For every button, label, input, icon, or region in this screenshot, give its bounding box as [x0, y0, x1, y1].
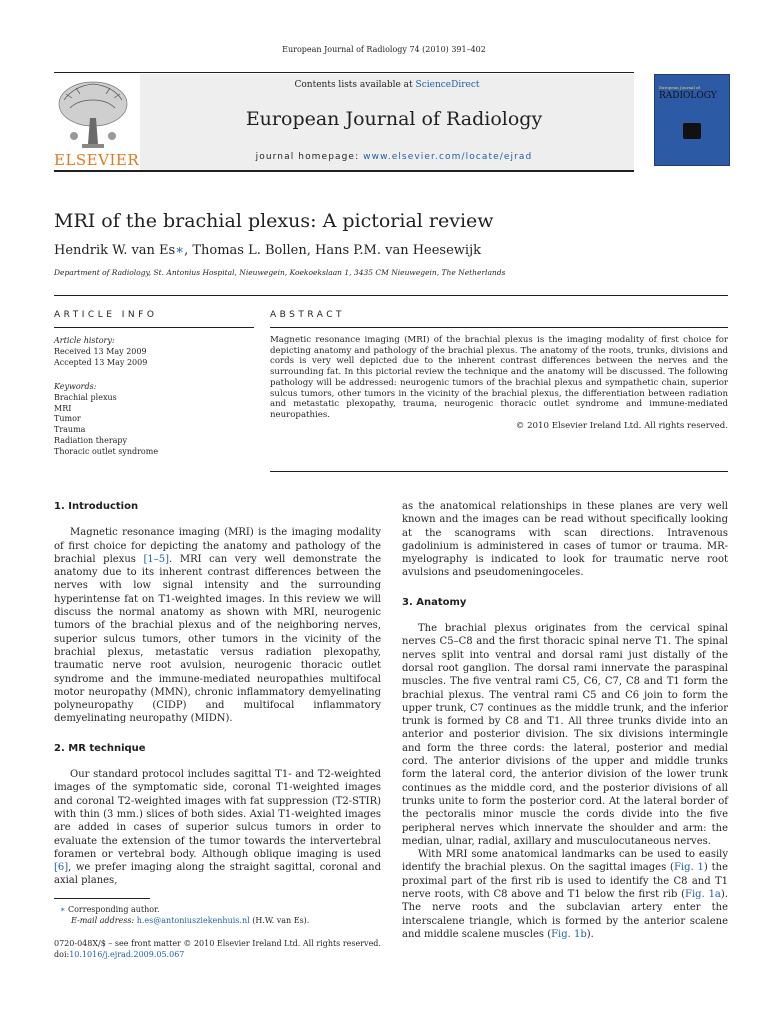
journal-cover-image	[654, 74, 730, 166]
email-link[interactable]: h.es@antoniusziekenhuis.nl	[136, 916, 250, 925]
sciencedirect-link[interactable]: ScienceDirect	[415, 80, 480, 90]
abstract-heading: ABSTRACT	[270, 310, 346, 320]
figure-link[interactable]: Fig. 1b	[551, 928, 587, 940]
abstract-bottom-rule	[270, 471, 728, 472]
body-left-column	[54, 500, 381, 888]
contents-prefix: Contents lists available at	[294, 80, 416, 90]
keyword: MRI	[54, 403, 72, 413]
landmarks-paragraph	[402, 848, 728, 941]
received-date: Received 13 May 2009	[54, 346, 147, 356]
header-bottom-rule	[54, 170, 634, 172]
abstract-rule	[270, 327, 728, 328]
keyword: Brachial plexus	[54, 392, 117, 402]
cover-title: RADIOLOGY	[659, 91, 717, 101]
corresponding-mark[interactable]: ∗	[175, 243, 185, 258]
keywords-label: Keywords:	[54, 382, 97, 391]
body-right-column	[402, 500, 728, 941]
elsevier-logo-text: ELSEVIER	[54, 151, 140, 169]
reference-link[interactable]: [1–5]	[143, 553, 170, 565]
technique-paragraph	[54, 768, 381, 888]
corresponding-label: Corresponding author.	[65, 905, 160, 914]
reference-link[interactable]: [6]	[54, 862, 69, 874]
keyword: Tumor	[54, 414, 81, 424]
landmarks-text: With MRI some anatomical landmarks can be used to easily identify the brachial plexus. On the sagittal images (	[402, 849, 728, 874]
issn-line: 0720-048X/$ – see front matter © 2010 Elsevier Ireland Ltd. All rights reserved.	[54, 939, 381, 948]
abstract-copyright: © 2010 Elsevier Ireland Ltd. All rights reserved.	[515, 420, 728, 431]
intro-text-cont: . MRI can very well demonstrate the anatomy due to its inherent contrast differences between the nerves with low signal intensity and the surrounding hyperintense fat on T1-weighted images. In this review we will discuss the normal anatomy as shown with MRI, neurogenic tumors of the brachial plexus and of the neighboring nerves, superior sulcus tumors, other tumors in the vicinity of the brachial plexus, metastatic versus radiation plexopathy, traumatic nerve root avulsion, neurogenic thoracic outlet syndrome and the immune-mediated neuropathies multifocal motor neuropathy (MMN), chronic inflammatory demyelinating polyneuropathy (CIDP) and multifocal inflammatory demyelinating neuropathy (MIDN).	[54, 553, 381, 725]
homepage-link[interactable]: www.elsevier.com/locate/ejrad	[363, 152, 533, 162]
intro-paragraph	[54, 526, 381, 725]
homepage-label: journal homepage:	[255, 152, 364, 162]
other-authors: , Thomas L. Bollen, Hans P.M. van Heesewijk	[184, 243, 481, 258]
corresponding-footnote	[60, 904, 380, 926]
footnote-rule	[54, 898, 150, 899]
keyword: Thoracic outlet syndrome	[54, 446, 159, 456]
email-suffix: (H.W. van Es).	[249, 916, 310, 925]
figure-link[interactable]: Fig. 1a	[685, 889, 721, 901]
affiliation: Department of Radiology, St. Antonius Hospital, Nieuwegein, Koekoekslaan 1, 3435 CM Nieuwegein, The Netherlands	[54, 268, 506, 277]
elsevier-tree-logo	[52, 78, 134, 150]
journal-homepage	[140, 152, 648, 162]
article-history	[54, 336, 254, 368]
journal-title: European Journal of Radiology	[245, 108, 543, 130]
publication-footer	[54, 938, 414, 960]
technique-text-cont: , we prefer imaging along the straight sagittal, coronal and axial planes,	[54, 862, 381, 887]
article-authors	[54, 243, 481, 258]
landmarks-text-cont: ) the proximal part of the first rib is used to identify the C8 and T1 nerve roots, with C8 above and T1 below the first rib (	[402, 862, 728, 901]
continued-paragraph: as the anatomical relationships in these planes are very well known and the images can be read without specifically looking at the scanograms with scan directions. Intravenous gadolinium is administered in cases of tumor or trauma. MR-myelography is indicated to look for traumatic nerve root avulsions and pseudomeningoceles.	[402, 501, 728, 579]
article-info-heading: ARTICLE INFO	[54, 310, 158, 320]
abstract-body	[270, 335, 728, 431]
first-author: Hendrik W. van Es	[54, 243, 176, 258]
intro-text: Magnetic resonance imaging (MRI) is the imaging modality of first choice for depicting the anatomy and pathology of the brachial plexus	[54, 527, 381, 565]
anatomy-paragraph: The brachial plexus originates from the cervical spinal nerves C5–C8 and the first thoracic spinal nerve T1. The spinal nerves split into ventral and dorsal rami just distally of the dorsal root ganglion. The dorsal rami innervate the paraspinal muscles. The five ventral rami C5, C6, C7, C8 and T1 form the brachial plexus. The ventral rami C5 and C6 join to form the upper trunk, C7 continues as the middle trunk, and the inferior trunk is formed by C8 and T1. All three trunks divide into an anterior and posterior division. The six divisions intermingle and form the three cords: the lateral, posterior and medial cord. The anterior divisions of the upper and middle trunks form the lateral cord, the anterior division of the lower trunk continues as the middle cord, and the posterior divisions of all trunks unite to form the posterior cord. At the lateral border of the pectoralis minor muscle the cords divide into the five peripheral nerves which innervate the shoulder and arm: the median, ulnar, radial, axillary and musculocutaneous nerves.	[402, 623, 728, 847]
title-rule	[54, 295, 728, 296]
landmarks-text-cont2: ). The nerve roots and the subclavian artery enter the interscalene triangle, which is formed by the anterior scalene and middle scalene muscles (	[402, 889, 728, 940]
figure-link[interactable]: Fig. 1	[673, 862, 704, 874]
keyword: Trauma	[54, 425, 86, 435]
section-heading-mr-technique: 2. MR technique	[54, 742, 146, 754]
cover-photo	[683, 123, 701, 139]
section-heading-introduction: 1. Introduction	[54, 501, 139, 512]
accepted-date: Accepted 13 May 2009	[54, 357, 148, 367]
keyword: Radiation therapy	[54, 435, 128, 445]
history-label: Article history:	[54, 336, 115, 345]
doi-link[interactable]: 10.1016/j.ejrad.2009.05.067	[69, 950, 185, 959]
technique-text: Our standard protocol includes sagittal T1- and T2-weighted images of the symptomatic side, coronal T1-weighted images and coronal T2-weighted images with fat suppression (T2-STIR) with thin (3 mm.) slices of both sides. Axial T1-weighted images are added in cases of superior sulcus tumors in order to evaluate the extension of the tumor towards the intervertebral foramen or vertebral body. Although oblique imaging is used	[54, 769, 381, 860]
running-citation: European Journal of Radiology 74 (2010) 391–402	[282, 45, 486, 54]
email-label: E-mail address:	[71, 916, 137, 925]
footnote-mark: ∗	[60, 905, 66, 914]
landmarks-text-end: ).	[586, 928, 594, 940]
contents-line	[140, 80, 634, 90]
article-title: MRI of the brachial plexus: A pictorial review	[54, 210, 494, 232]
article-info-rule	[54, 327, 254, 328]
keywords-block	[54, 382, 254, 458]
abstract-text: Magnetic resonance imaging (MRI) of the brachial plexus is the imaging modality of first choice for depicting anatomy and pathology of the brachial plexus. The anatomy of the roots, trunks, divisions and cords is very well depicted due to the inherent contrast differences between the nerves and the surrounding fat. In this pictorial review the technique and the anatomy will be discussed. The following pathology will be addressed: neurogenic tumors of the brachial plexus and sympathetic chain, superior sulcus tumors, other tumors in the vicinity of the brachial plexus, the differentiation between radiation and metastatic plexopathy, trauma, neurogenic thoracic outlet syndrome and immune-mediated neuropathies.	[270, 335, 728, 420]
section-heading-anatomy: 3. Anatomy	[402, 596, 467, 608]
header-top-rule	[54, 72, 634, 73]
cover-subtitle: European Journal of	[659, 85, 700, 90]
doi-label: doi:	[54, 950, 70, 959]
